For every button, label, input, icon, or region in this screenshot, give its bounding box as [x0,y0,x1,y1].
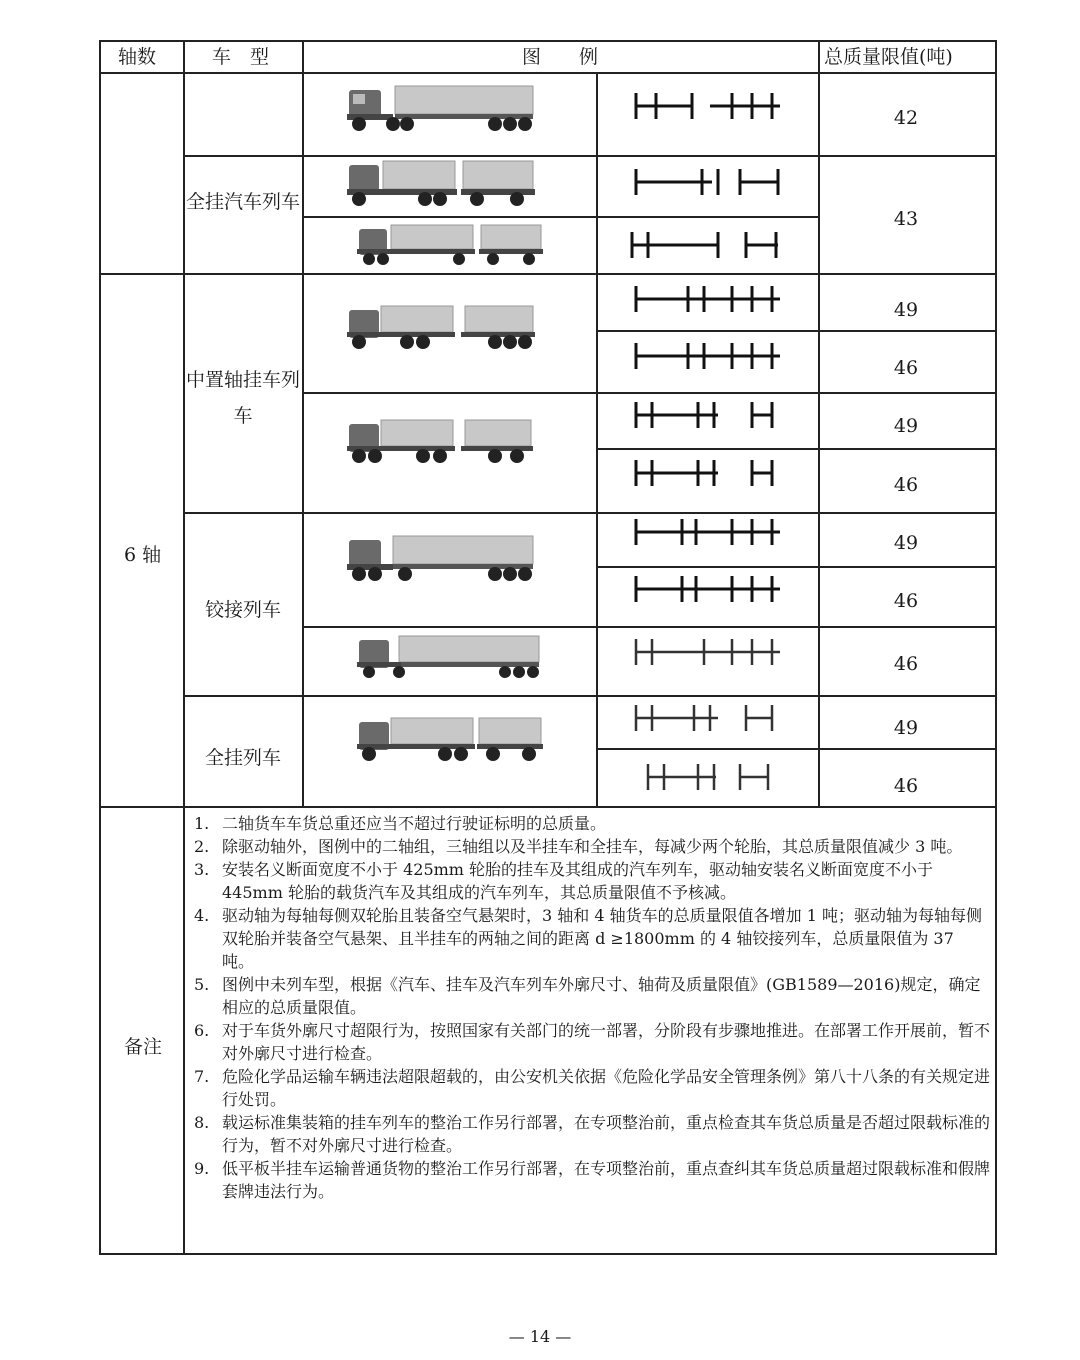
column-divider-axles [183,40,185,1254]
table-border-left [99,40,101,1254]
axle-diagram [632,89,782,123]
axle-diagram [632,339,782,373]
remarks-top [99,806,997,808]
header-vehicle-type: 车 型 [212,46,270,68]
mass-limit: 46 [893,474,919,496]
row-divider [183,155,997,157]
axle-diagram [644,760,794,794]
remarks-list [190,812,990,1203]
page-number: — 14 — [508,1327,572,1346]
table-border-top [99,40,997,42]
remark-number: 6. [194,1021,210,1040]
row-divider [596,748,997,750]
axle-diagram [628,228,778,262]
axle-diagram [632,165,782,199]
remark-item [190,1157,990,1203]
header-diagram: 图 例 [522,46,599,68]
remark-item [190,1019,990,1065]
remark-text: 二轴货车车货总重还应当不超过行驶证标明的总质量。 [222,814,607,833]
remark-item [190,858,990,904]
remark-item [190,812,990,835]
row-divider [302,626,997,628]
row-divider [183,512,997,514]
remark-text: 除驱动轴外，图例中的二轴组，三轴组以及半挂车和全挂车，每减少两个轮胎，其总质量限值减少 3 吨。 [222,837,963,856]
remark-number: 2. [194,837,210,856]
vehicle-type-center-axle-train: 中置轴挂车列车 [185,369,300,427]
truck-picture-full-trailer-train [355,219,545,279]
vehicle-type-articulated: 铰接列车 [204,599,281,621]
truck-picture-articulated [355,630,545,690]
mass-limit: 49 [893,532,919,554]
row-divider [596,566,997,568]
axle-diagram [632,515,782,549]
truck-picture-articulated [345,532,535,592]
remark-text: 对于车货外廓尺寸超限行为，按照国家有关部门的统一部署，分阶段有步骤地推进。在部署工作开展前，暂不对外廓尺寸进行检查。 [222,1021,991,1063]
remark-number: 3. [194,860,210,879]
mass-limit: 46 [893,357,919,379]
row-divider [596,448,997,450]
mass-limit: 49 [893,717,919,739]
block-divider [99,273,997,275]
row-divider [183,695,997,697]
axle-diagram [632,398,782,432]
header-axles: 轴数 [118,46,157,68]
remark-item [190,1065,990,1111]
remark-item [190,973,990,1019]
remark-item [190,904,990,973]
remark-text: 驱动轴为每轴每侧双轮胎且装备空气悬架时，3 轴和 4 轴货车的总质量限值各增加 1 吨；驱动轴为每轴每侧双轮胎并装备空气悬架、且半挂车的两轴之间的距离 d ≥1800mm 的 4 轴铰接列车，总质量限值为 37 吨。 [222,906,982,971]
remark-item [190,835,990,858]
mass-limit: 42 [893,107,919,129]
truck-picture-center-axle-train [345,414,535,474]
axle-diagram [632,456,782,490]
mass-limit: 49 [893,299,919,321]
row-divider [302,392,997,394]
remark-text: 载运标准集装箱的挂车列车的整治工作另行部署，在专项整治前，重点检查其车货总质量是否超过限载标准的行为，暂不对外廓尺寸进行检查。 [222,1113,991,1155]
remark-number: 5. [194,975,210,994]
truck-picture-semitrailer [345,82,535,142]
axle-diagram [632,282,782,316]
truck-picture-center-axle-train [345,300,535,360]
remarks-label: 备注 [124,1036,163,1058]
header-bottom [99,72,997,74]
truck-picture-full-trailer-train [345,157,535,217]
axle-diagram [632,572,782,606]
truck-picture-full-trailer [355,712,545,772]
mass-limit: 46 [893,775,919,797]
vehicle-type-full-trailer-train: 全挂汽车列车 [185,191,300,213]
remark-text: 图例中未列车型，根据《汽车、挂车及汽车列车外廓尺寸、轴荷及质量限值》(GB1589—2016)规定，确定相应的总质量限值。 [222,975,981,1017]
remark-number: 7. [194,1067,210,1086]
remark-text: 安装名义断面宽度不小于 425mm 轮胎的挂车及其组成的汽车列车，驱动轴安装名义断面宽度不小于 445mm 轮胎的载货汽车及其组成的汽车列车，其总质量限值不予核减。 [222,860,934,902]
remark-item [190,1111,990,1157]
mass-limit: 46 [893,590,919,612]
mass-limit: 46 [893,653,919,675]
remark-number: 1. [194,814,210,833]
header-mass-limit: 总质量限值(吨) [824,46,953,68]
mass-limit: 49 [893,415,919,437]
table-border-bottom [99,1253,997,1255]
table-border-right [995,40,997,1254]
remark-text: 低平板半挂车运输普通货物的整治工作另行部署，在专项整治前，重点查纠其车货总质量超过限载标准和假牌套牌违法行为。 [222,1159,991,1201]
axle-diagram [632,635,782,669]
remark-text: 危险化学品运输车辆违法超限超载的，由公安机关依据《危险化学品安全管理条例》第八十八条的有关规定进行处罚。 [222,1067,991,1109]
axle-diagram [632,701,782,735]
row-divider [596,330,997,332]
mass-limit: 43 [893,208,919,230]
remark-number: 8. [194,1113,210,1132]
remark-number: 9. [194,1159,210,1178]
axle-group-label: 6 轴 [124,544,162,566]
remark-number: 4. [194,906,210,925]
vehicle-type-full-trailer: 全挂列车 [204,747,281,769]
